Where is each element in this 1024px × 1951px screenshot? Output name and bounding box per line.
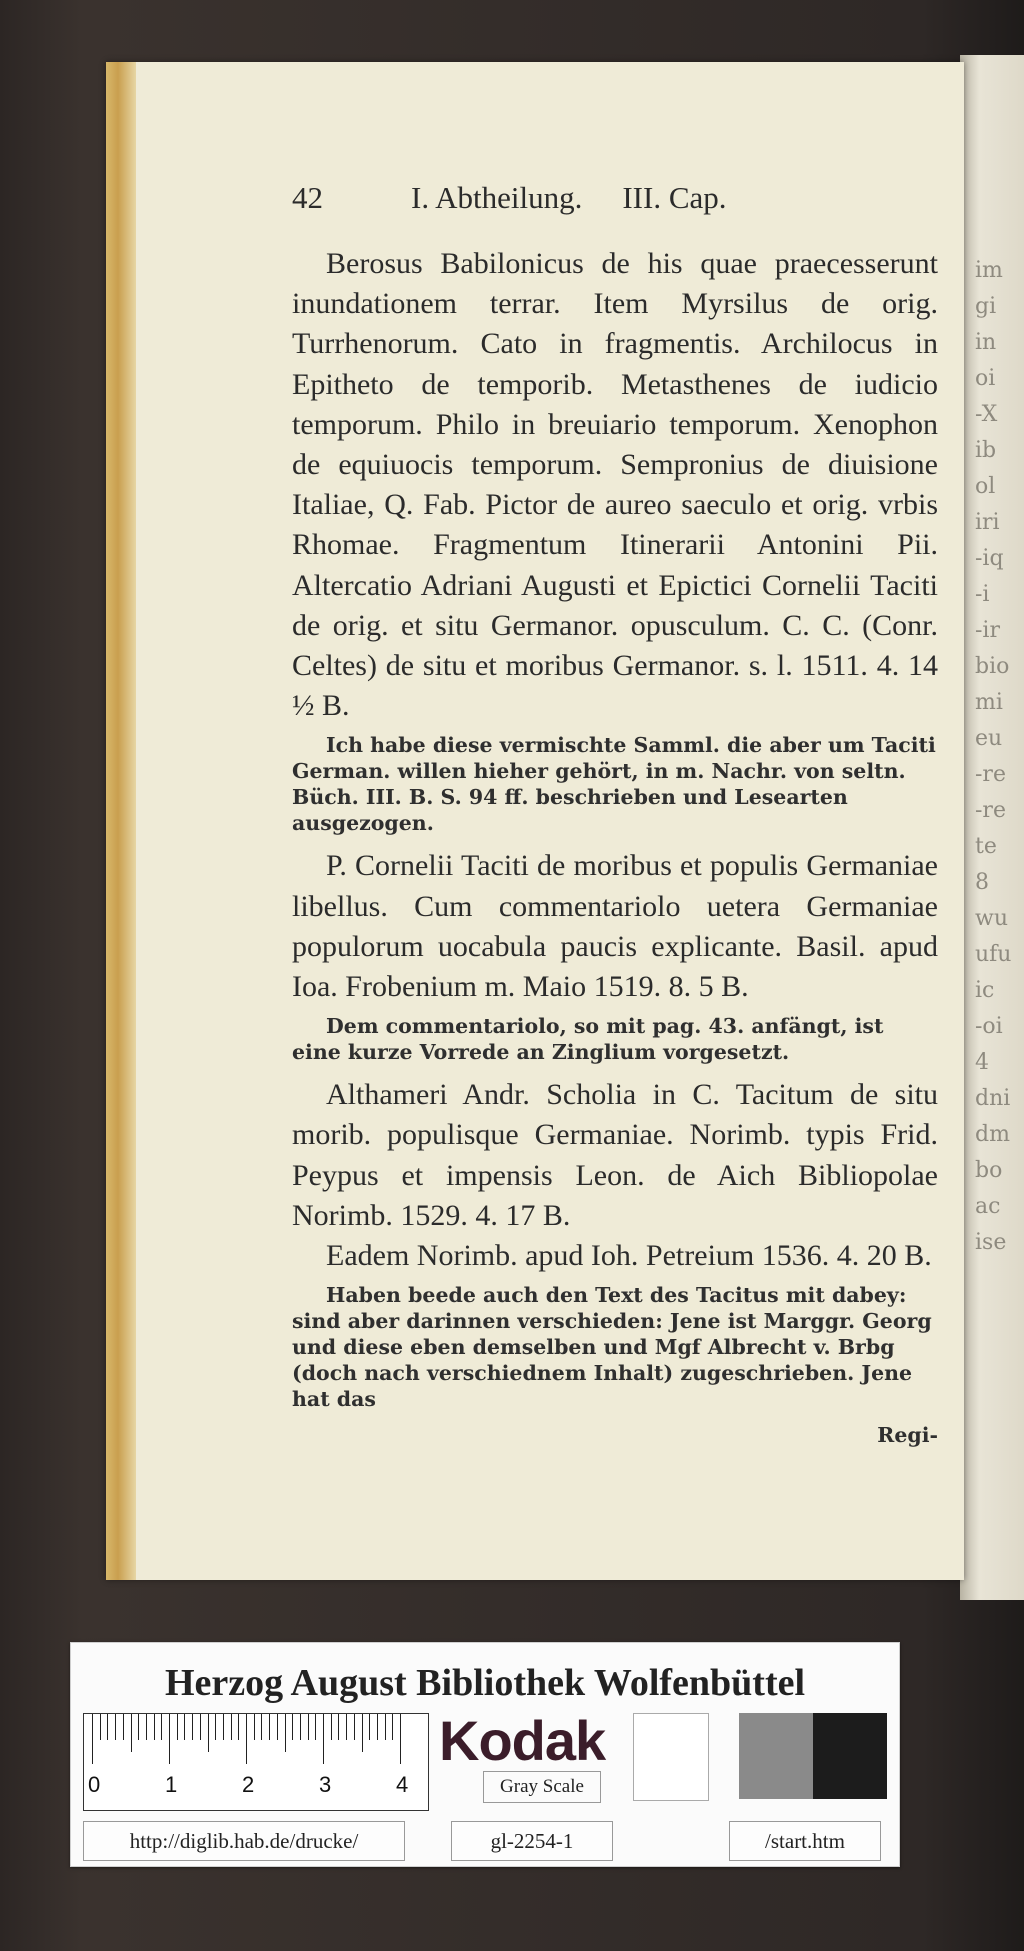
ruler-tick bbox=[277, 1714, 278, 1740]
ruler-tick bbox=[146, 1714, 147, 1740]
facing-page-fragment: gi bbox=[975, 294, 997, 319]
facing-page-fragment: dni bbox=[975, 1086, 1011, 1111]
facing-page-fragment: in bbox=[975, 330, 997, 355]
swatch-black bbox=[813, 1713, 887, 1799]
ruler-tick bbox=[292, 1714, 293, 1740]
ruler-tick bbox=[169, 1714, 170, 1764]
facing-page-fragment: mi bbox=[975, 690, 1003, 715]
ruler-tick bbox=[377, 1714, 378, 1740]
ruler-tick bbox=[246, 1714, 247, 1764]
facing-page-fragment: ac bbox=[975, 1194, 1001, 1219]
facing-page-fragment: -ir bbox=[975, 618, 1000, 643]
facing-page-fragment: -re bbox=[975, 762, 1006, 787]
ruler-tick bbox=[354, 1714, 355, 1740]
ruler-tick bbox=[107, 1714, 108, 1740]
running-head bbox=[292, 180, 938, 216]
ruler-tick bbox=[346, 1714, 347, 1740]
ruler-number: 1 bbox=[165, 1772, 178, 1797]
ruler-tick bbox=[208, 1714, 209, 1752]
ruler-tick bbox=[184, 1714, 185, 1740]
ruler-tick bbox=[331, 1714, 332, 1740]
ruler-tick bbox=[138, 1714, 139, 1740]
ruler-tick bbox=[131, 1714, 132, 1752]
facing-page-fragment: -i bbox=[975, 582, 990, 607]
measurement-ruler bbox=[83, 1713, 429, 1811]
shelfmark: gl-2254-1 bbox=[451, 1821, 613, 1861]
ruler-tick bbox=[300, 1714, 301, 1740]
page-gutter bbox=[106, 62, 136, 1580]
ruler-tick bbox=[369, 1714, 370, 1740]
ruler-tick bbox=[215, 1714, 216, 1740]
facing-page-fragment: bo bbox=[975, 1158, 1003, 1183]
facing-page-fragment: ib bbox=[975, 438, 997, 463]
paragraph-eadem-1536: Eadem Norimb. apud Ioh. Petreium 1536. 4. 20 B. bbox=[326, 1239, 932, 1273]
library-color-card bbox=[70, 1642, 900, 1867]
ruler-tick bbox=[269, 1714, 270, 1740]
facing-page-fragment: iri bbox=[975, 510, 1000, 535]
url-base: http://diglib.hab.de/drucke/ bbox=[83, 1821, 405, 1861]
ruler-tick bbox=[323, 1714, 324, 1764]
url-suffix: /start.htm bbox=[729, 1821, 881, 1861]
swatch-gray bbox=[739, 1713, 813, 1799]
facing-page-fragment: im bbox=[975, 258, 1003, 283]
ruler-tick bbox=[177, 1714, 178, 1740]
ruler-tick bbox=[385, 1714, 386, 1740]
ruler-tick bbox=[315, 1714, 316, 1740]
facing-page-fragment: eu bbox=[975, 726, 1003, 751]
facing-page-fragment: 8 bbox=[975, 870, 989, 895]
paragraph-althameri-1529: Althameri Andr. Scholia in C. Tacitum de situ morib. populisque Germaniae. Norimb. typis Frid. Peypus et impensis Leon. de Aich Bibliopolae Norimb. 1529. 4. 17 B. bbox=[292, 1078, 938, 1232]
ruler-number: 4 bbox=[396, 1772, 409, 1797]
ruler-tick bbox=[100, 1714, 101, 1740]
catchword: Regi- bbox=[877, 1423, 938, 1448]
note-commentariolo: Dem commentariolo, so mit pag. 43. anfängt, ist eine kurze Vorrede an Zinglium vorgesetzt. bbox=[292, 1014, 884, 1065]
ruler-tick bbox=[92, 1714, 93, 1764]
page-number: 42 bbox=[292, 180, 323, 215]
facing-page-fragment: ic bbox=[975, 978, 995, 1003]
facing-page-fragment: -re bbox=[975, 798, 1006, 823]
ruler-tick bbox=[200, 1714, 201, 1740]
facing-page-fragment: -X bbox=[975, 402, 998, 427]
facing-page-edge bbox=[960, 55, 1024, 1600]
facing-page-fragment: -iq bbox=[975, 546, 1004, 571]
running-head-chapter: III. Cap. bbox=[622, 180, 727, 215]
ruler-tick bbox=[285, 1714, 286, 1752]
ruler-tick bbox=[392, 1714, 393, 1740]
ruler-tick bbox=[223, 1714, 224, 1740]
ruler-tick bbox=[400, 1714, 401, 1764]
ruler-number: 2 bbox=[242, 1772, 255, 1797]
gray-scale-label: Gray Scale bbox=[483, 1771, 601, 1803]
ruler-number: 0 bbox=[88, 1772, 101, 1797]
ruler-tick bbox=[362, 1714, 363, 1752]
ruler-tick bbox=[161, 1714, 162, 1740]
kodak-logo: Kodak bbox=[439, 1709, 606, 1772]
note-vermischte-sammlung: Ich habe diese vermischte Samml. die aber um Taciti German. willen hieher gehört, in m. Nachr. von seltn. Büch. III. B. S. 94 ff. beschrieben und Lesearten ausgezogen. bbox=[292, 733, 936, 836]
facing-page-fragment: wu bbox=[975, 906, 1008, 931]
running-head-section: I. Abtheilung. bbox=[411, 180, 583, 215]
note-beede: Haben beede auch den Text des Tacitus mit dabey: sind aber darinnen verschieden: Jene ist Marggr. Georg und diese eben demselben und Mgf Albrecht v. Brbg (doch nach verschiednem Inhalt) zugeschrieben. Jene hat das bbox=[292, 1283, 932, 1412]
paragraph-berosus: Berosus Babilonicus de his quae praecesserunt inundationem terrar. Item Myrsilus de orig. Turrhenorum. Cato in fragmentis. Archilocus in Epitheto de temporib. Metasthenes de iudicio temporum. Philo in breuiario temporum. Xenophon de equiuocis temporum. Sempronius de diuisione Italiae, Q. Fab. Pictor de aureo saeculo et orig. vrbis Rhomae. Fragmentum Itinerarii Antonini Pii. Altercatio Adriani Augusti et Epictici Cornelii Taciti de orig. et situ Germanor. opusculum. C. C. (Conr. Celtes) de situ et moribus Germanor. s. l. 1511. 4. 14 ½ B. bbox=[292, 247, 938, 723]
facing-page-fragment: ufu bbox=[975, 942, 1012, 967]
page-text bbox=[292, 180, 938, 1458]
facing-page-fragment: 4 bbox=[975, 1050, 989, 1075]
ruler-tick bbox=[154, 1714, 155, 1740]
ruler-tick bbox=[308, 1714, 309, 1740]
ruler-tick bbox=[338, 1714, 339, 1740]
ruler-tick bbox=[231, 1714, 232, 1740]
ruler-tick bbox=[261, 1714, 262, 1740]
facing-page-fragment: ol bbox=[975, 474, 996, 499]
facing-page-fragment: oi bbox=[975, 366, 996, 391]
swatch-white bbox=[633, 1713, 709, 1801]
facing-page-fragment: ise bbox=[975, 1230, 1007, 1255]
ruler-tick bbox=[192, 1714, 193, 1740]
facing-page-fragment: te bbox=[975, 834, 997, 859]
library-name: Herzog August Bibliothek Wolfenbüttel bbox=[164, 1662, 806, 1704]
facing-page-fragment: bio bbox=[975, 654, 1010, 679]
facing-page-fragment: dm bbox=[975, 1122, 1010, 1147]
facing-page-fragment: -oi bbox=[975, 1014, 1003, 1039]
ruler-tick bbox=[238, 1714, 239, 1740]
paragraph-taciti-basel-1519: P. Cornelii Taciti de moribus et populis Germaniae libellus. Cum commentariolo uetera Germaniae populorum uocabula paucis explicante. Basil. apud Ioa. Frobenium m. Maio 1519. 8. 5 B. bbox=[292, 849, 938, 1004]
ruler-tick bbox=[123, 1714, 124, 1740]
ruler-number: 3 bbox=[319, 1772, 332, 1797]
ruler-tick bbox=[115, 1714, 116, 1740]
ruler-tick bbox=[254, 1714, 255, 1740]
